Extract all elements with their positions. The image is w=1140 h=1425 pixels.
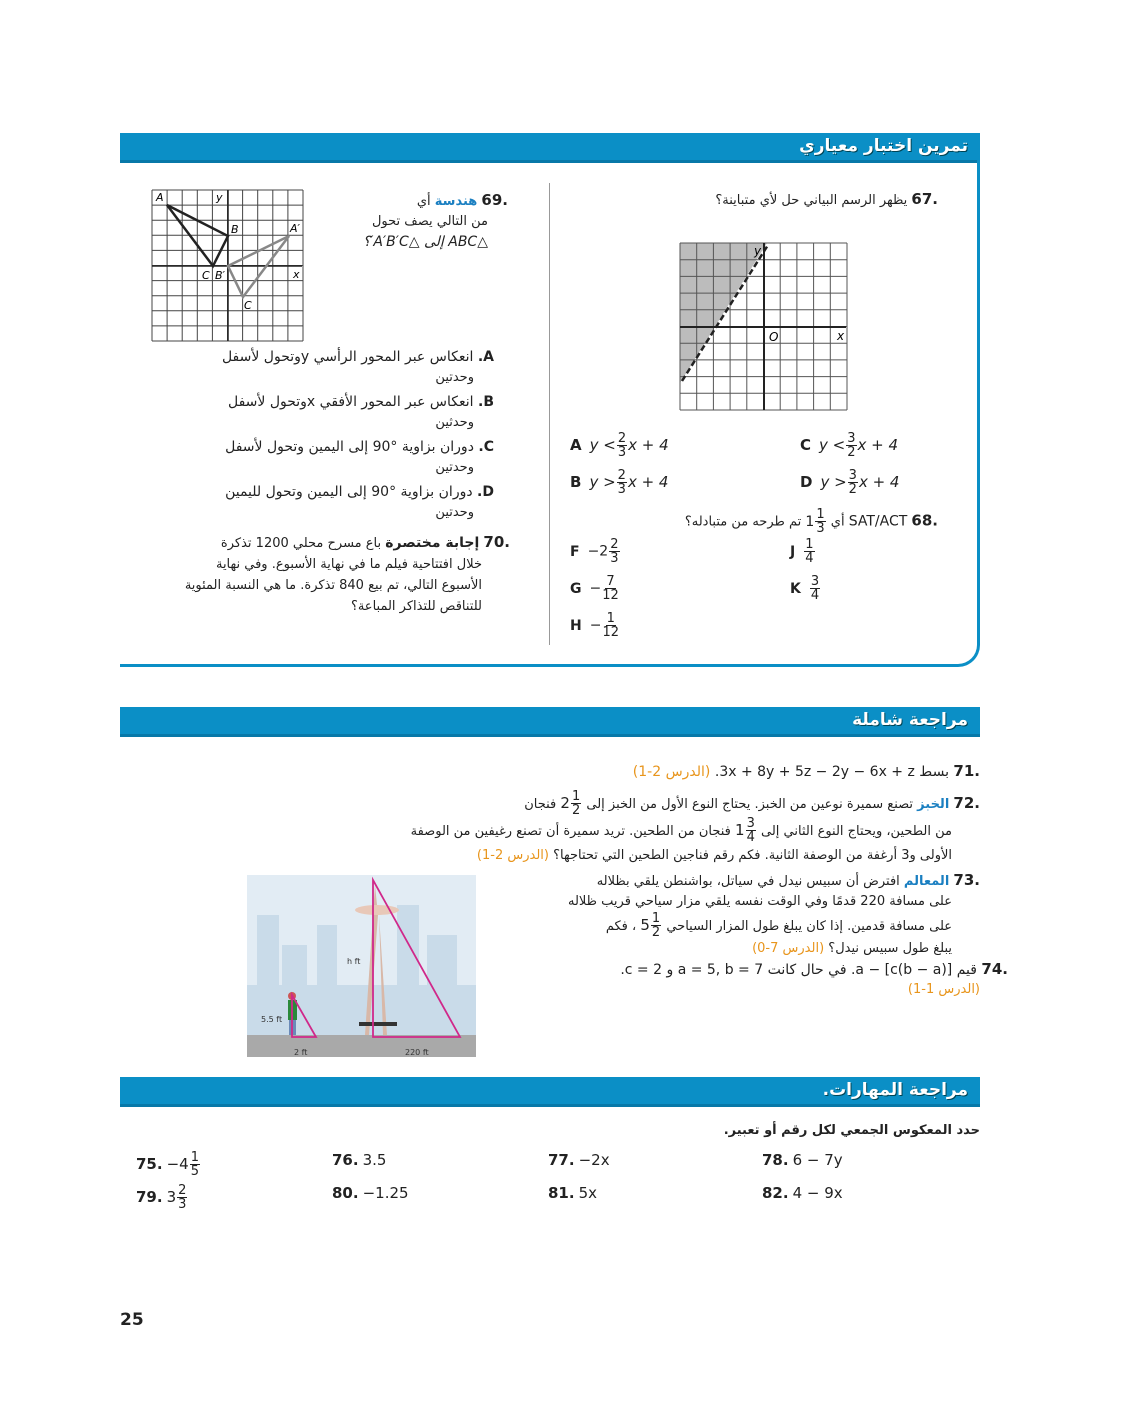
- q73-text: افترض أن سبيس نيدل في سياتل، بواشنطن يلقي بظلاله: [596, 874, 900, 889]
- choice-letter: B: [570, 473, 582, 491]
- skill-item: [332, 1184, 409, 1202]
- q72-text: فنجان: [524, 797, 557, 812]
- q70-line: الأسبوع التالي، تم بيع 840 تذكرة. ما هي النسبة المئوية: [184, 578, 482, 593]
- q73-number: .73: [953, 871, 980, 889]
- choice-pre: −: [589, 580, 602, 597]
- q69-transformation-graph: [151, 189, 304, 343]
- choice-pre: y >: [589, 473, 616, 491]
- q69-line3: △ABC إلى △A′B′C′؟: [362, 234, 488, 250]
- q67-choice[interactable]: [570, 469, 668, 496]
- section-header-skills: [120, 1077, 980, 1107]
- option-text: انعكاس عبر المحور الرأسي yوتحول لأسفل: [221, 349, 474, 365]
- q72-num: 3: [746, 816, 755, 831]
- choice-letter: K: [790, 580, 801, 597]
- q69-line2: من التالي يصف تحول: [371, 214, 488, 229]
- small-shadow-label: 2 ft: [294, 1048, 308, 1057]
- q69-option[interactable]: [174, 436, 494, 478]
- q68-choice[interactable]: [570, 538, 621, 565]
- origin-label: O: [769, 330, 779, 344]
- vertex-label-b: B: [231, 223, 239, 236]
- x-axis-label: x: [293, 268, 300, 281]
- q72-text: تصنع سميرة نوعين من الخبز. يحتاج النوع الأول من الخبز إلى: [586, 797, 914, 812]
- numerator: 2: [178, 1183, 187, 1198]
- numerator: 1: [606, 611, 615, 626]
- skill-item: [548, 1151, 610, 1169]
- q68-choice[interactable]: [570, 575, 620, 602]
- x-axis-label: x: [837, 329, 845, 343]
- choice-letter: C: [800, 436, 812, 454]
- q67-number: .67: [911, 190, 938, 208]
- denominator: 2: [847, 445, 856, 460]
- q71-text: بسط 3x + 8y + 5z − 2y − 6x + z.: [714, 764, 949, 780]
- item-number: 79.: [136, 1188, 163, 1206]
- item-expression: −2x: [578, 1151, 610, 1169]
- vertex-label-b-prime: B′: [215, 269, 226, 282]
- item-number: 80.: [332, 1184, 359, 1202]
- item-number: 82.: [762, 1184, 789, 1202]
- q72-number: .72: [953, 794, 980, 812]
- q67-choice[interactable]: [800, 469, 899, 496]
- section-header-cumulative: [120, 707, 980, 737]
- option-text: وحدتين: [435, 505, 474, 520]
- lesson-ref: (الدرس 1-1): [907, 982, 980, 997]
- choice-letter: A: [570, 436, 582, 454]
- q68-tag: SAT/ACT: [848, 513, 908, 530]
- denominator: 4: [810, 588, 820, 603]
- item-expression: 3.5: [362, 1151, 387, 1169]
- choice-post: x + 4: [857, 436, 899, 454]
- choice-letter: J: [790, 543, 796, 560]
- vertex-label-c-prime: C: [244, 299, 252, 312]
- fraction: [846, 432, 856, 459]
- y-axis-label: y: [754, 244, 762, 258]
- denominator: 3: [617, 482, 626, 497]
- skill-item: [762, 1151, 843, 1169]
- section-title: تمرين اختبار معياري: [799, 136, 968, 156]
- q70-line: خلال افتتاحية فيلم ما في نهاية الأسبوع. وفي نهاية: [215, 557, 482, 572]
- fraction: [617, 469, 627, 496]
- option-text: دوران بزاوية °90 إلى اليمين وتحول لأسفل: [225, 439, 474, 455]
- q68-number: .68: [911, 511, 938, 530]
- q70-line: باع مسرح محلي 1200 تذكرة: [220, 536, 382, 551]
- lesson-ref: (الدرس 2-1): [632, 764, 711, 780]
- lesson-ref: (الدرس 7-0): [752, 941, 825, 956]
- item-number: 75.: [136, 1155, 163, 1173]
- q71: [633, 762, 980, 780]
- fraction: [609, 538, 619, 565]
- q67-choice[interactable]: [570, 432, 669, 459]
- choice-post: x + 4: [858, 473, 900, 491]
- q69-option[interactable]: [174, 481, 494, 523]
- option-text: وحدثين: [435, 415, 474, 430]
- option-letter: C.: [478, 439, 494, 455]
- q72-num: 1: [571, 789, 581, 804]
- denominator: 2: [848, 482, 857, 497]
- choice-pre: −2: [587, 543, 609, 560]
- q68-choice[interactable]: [570, 612, 620, 639]
- skill-item: [548, 1184, 597, 1202]
- skill-item: [332, 1151, 386, 1169]
- choice-pre: y <: [819, 436, 846, 454]
- section-header-standardized: [120, 133, 980, 163]
- q73-text: ، فكم: [605, 919, 637, 934]
- skill-item: [136, 1151, 201, 1178]
- choice-pre: −: [589, 617, 602, 634]
- fraction: [190, 1151, 200, 1178]
- q72-topic: الخبز: [917, 797, 950, 812]
- numerator: 7: [606, 574, 615, 589]
- q68-whole: 1: [805, 513, 815, 530]
- item-expression: 5x: [578, 1184, 597, 1202]
- choice-post: x + 4: [628, 436, 669, 454]
- item-number: 77.: [548, 1151, 575, 1169]
- page-number: 25: [120, 1310, 144, 1330]
- item-number: 78.: [762, 1151, 789, 1169]
- q68-num: 1: [816, 507, 825, 522]
- skills-instruction: حدد المعكوس الجمعي لكل رقم أو تعبير.: [723, 1123, 980, 1138]
- q73-text: يبلغ طول سبيس نيدل؟: [828, 941, 952, 956]
- skill-item: [762, 1184, 843, 1202]
- q67-prompt: [715, 190, 938, 208]
- choice-pre: y >: [820, 473, 847, 491]
- q68-post: تم طرحه من متبادله؟: [684, 514, 802, 530]
- item-expression: 4 − 9x: [792, 1184, 843, 1202]
- q73-text: على مسافة 220 قدمًا وفي الوقت نفسه يلقي مزار سياحي قريب ظلاله: [567, 894, 952, 909]
- denominator: 3: [617, 445, 627, 460]
- option-text: وحدتين: [435, 370, 474, 385]
- numerator: 1: [190, 1150, 199, 1165]
- q72-text: فنجان من الطحين. تريد سميرة أن تصنع رغيفين من الوصفة: [410, 824, 731, 839]
- q68-choice[interactable]: [790, 538, 816, 565]
- numerator: 3: [848, 468, 857, 483]
- q70-line: للتناقص للتذاكر المباعة؟: [350, 599, 482, 614]
- skill-item: [136, 1184, 188, 1211]
- denominator: 3: [178, 1197, 187, 1212]
- q69-prompt: [358, 190, 508, 252]
- q69-topic: هندسة: [434, 194, 478, 209]
- q69-options: [174, 346, 494, 526]
- choice-pre: y <: [589, 436, 616, 454]
- section-title: مراجعة شاملة: [852, 710, 968, 730]
- option-letter: B.: [478, 394, 494, 410]
- y-axis-label: y: [216, 191, 223, 204]
- q68-den: 3: [816, 521, 825, 536]
- vertex-label-c: C: [202, 269, 210, 282]
- q69-number: .69: [481, 191, 508, 209]
- vertex-label-a: A: [156, 191, 164, 204]
- q73-num: 1: [651, 911, 661, 926]
- q67-text: يظهر الرسم البياني حل لأي متباينة؟: [715, 193, 908, 208]
- item-number: 76.: [332, 1151, 359, 1169]
- numerator: 2: [617, 431, 627, 446]
- q73-topic: المعالم: [903, 874, 950, 889]
- q68-choice[interactable]: [790, 575, 821, 602]
- item-expression: 3: [166, 1188, 177, 1206]
- choice-post: x + 4: [627, 473, 669, 491]
- q72-den: 2: [571, 803, 581, 818]
- q74-text: قيم a − [c(b − a)]. في حال كانت a = 5, b = 7 و c = 2.: [620, 962, 977, 978]
- denominator: 12: [602, 588, 619, 603]
- q68-pre: أي: [830, 514, 845, 530]
- option-letter: D.: [477, 484, 494, 500]
- option-text: دوران بزاوية °90 إلى اليمين وتحول لليمين: [225, 484, 473, 500]
- q71-number: .71: [953, 762, 980, 780]
- choice-letter: H: [570, 617, 582, 634]
- q73-whole: 5: [640, 916, 650, 934]
- q69-line1: أي: [416, 194, 431, 209]
- option-letter: A.: [477, 349, 494, 365]
- section-title: مراجعة المهارات.: [822, 1080, 968, 1100]
- q72-text: من الطحين، ويحتاج النوع الثاني إلى: [760, 824, 952, 839]
- q74-number: .74: [981, 960, 1008, 978]
- q72: [360, 790, 980, 868]
- option-text: انعكاس عبر المحور الأفقي xوتحول لأسفل: [227, 394, 474, 410]
- q69-option[interactable]: [174, 391, 494, 433]
- fraction: [602, 575, 619, 602]
- denominator: 5: [190, 1164, 199, 1179]
- space-needle-illustration: [247, 875, 476, 1057]
- numerator: 2: [617, 468, 626, 483]
- item-number: 81.: [548, 1184, 575, 1202]
- numerator: 1: [805, 537, 814, 552]
- q73-text: على مسافة قدمين. إذا كان يبلغ طول المزار السياحي: [666, 919, 952, 934]
- option-text: وحدتين: [435, 460, 474, 475]
- numerator: 3: [847, 431, 856, 446]
- denominator: 4: [805, 551, 814, 566]
- item-expression: −4: [166, 1155, 189, 1173]
- person-height-label: 5.5 ft: [261, 1015, 283, 1024]
- fraction: [617, 432, 627, 459]
- choice-letter: F: [570, 543, 580, 560]
- q68-prompt: [685, 508, 938, 535]
- q67-inequality-graph: [678, 241, 850, 413]
- q72-text: الأولى و3 أرغفة من الوصفة الثانية. فكم رقم فناجين الطحين التي تحتاجها؟: [553, 848, 952, 863]
- q70-topic: إجابة مختصرة: [385, 535, 480, 551]
- numerator: 3: [810, 574, 820, 589]
- fraction: [810, 575, 820, 602]
- q70-number: .70: [483, 533, 510, 551]
- item-expression: −1.25: [362, 1184, 409, 1202]
- q69-option[interactable]: [174, 346, 494, 388]
- choice-letter: D: [800, 473, 813, 491]
- height-label: h ft: [347, 957, 361, 966]
- denominator: 12: [602, 625, 619, 640]
- q67-choice[interactable]: [800, 432, 898, 459]
- large-shadow-label: 220 ft: [405, 1048, 429, 1057]
- q73-den: 2: [651, 925, 661, 940]
- q72-whole: 2: [560, 794, 570, 812]
- fraction: [177, 1184, 187, 1211]
- choice-letter: G: [570, 580, 582, 597]
- q72-den: 4: [746, 830, 755, 845]
- numerator: 2: [610, 537, 619, 552]
- fraction: [602, 612, 619, 639]
- q73: [540, 870, 1008, 1000]
- denominator: 3: [610, 551, 619, 566]
- vertex-label-a-prime: A′: [290, 222, 301, 235]
- column-divider: [549, 183, 550, 645]
- lesson-ref: (الدرس 2-1): [476, 848, 549, 863]
- fraction: [848, 469, 858, 496]
- fraction: [804, 538, 814, 565]
- item-expression: 6 − 7y: [792, 1151, 843, 1169]
- q72-whole: 1: [735, 821, 745, 839]
- q70: [150, 532, 510, 617]
